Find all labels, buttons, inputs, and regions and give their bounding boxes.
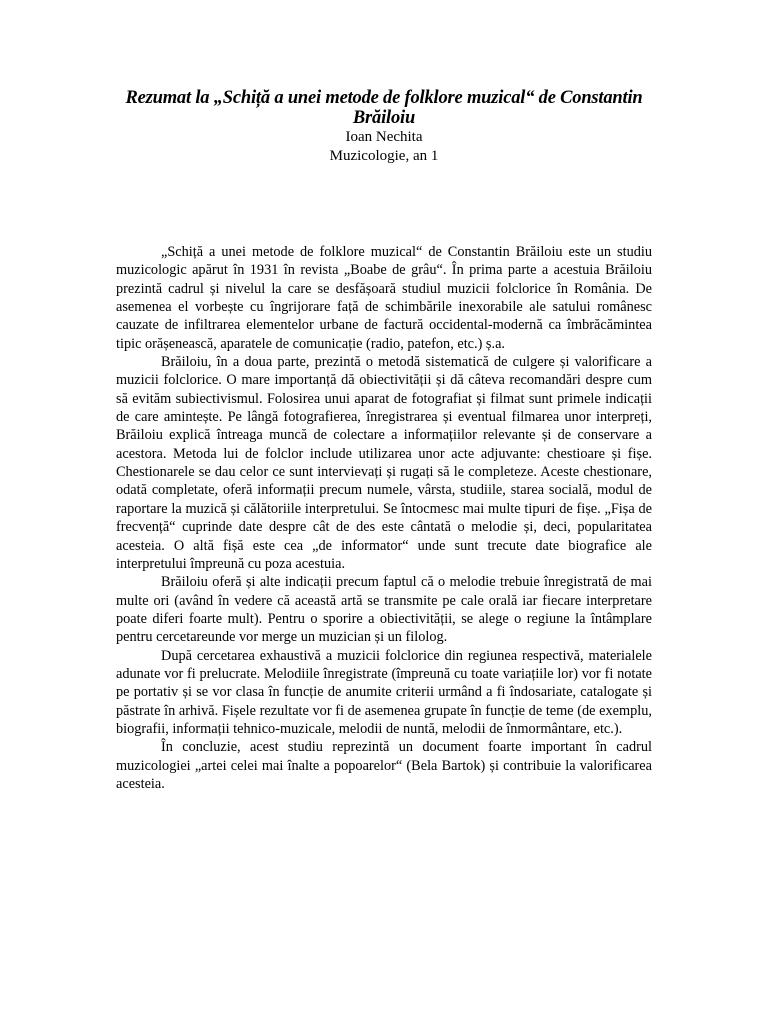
paragraph-processing: După cercetarea exhaustivă a muzicii folclorice din regiunea respectivă, materialele adunate vor fi prelucrate. Melodiile înregistrate (împreună cu toate variațiile lor) vor fi notate pe portativ și se vor clasa în funcție de anumite criterii urmând a fi îndosariate, catalogate și păstrate în arhivă. Fișele rezultate vor fi de asemenea grupate în funcție de teme (de exemplu, biografii, informații tehnico-muzicale, melodii de nuntă, melodii de înmormântare, etc.). — [116, 647, 652, 737]
document-body — [116, 243, 652, 793]
document-header — [100, 88, 668, 166]
paragraph-intro: „Schiță a unei metode de folklore muzical“ de Constantin Brăiloiu este un studiu muzicologic apărut în 1931 în revista „Boabe de grâu“. În prima parte a acestuia Brăiloiu prezintă cadrul și nivelul la care se desfășoară studiul muzicii folclorice în România. De asemenea el vorbește cu îngrijorare față de schimbările inexorabile ale satului românesc cauzate de infiltrarea elementelor urbane de factură occidental-modernă ca îmbrăcămintea tipic orășenească, aparatele de comunicație (radio, patefon, etc.) ș.a. — [116, 244, 652, 352]
author-name: Ioan Nechita — [345, 129, 423, 145]
paragraph-conclusion: În concluzie, acest studiu reprezintă un document foarte important în cadrul muzicologiei „artei celei mai înalte a popoarelor“ (Bela Bartok) și contribuie la valorificarea acesteia. — [116, 739, 652, 792]
paragraph-method: Brăiloiu, în a doua parte, prezintă o metodă sistematică de culgere și valorificare a muzicii folclorice. O mare importanță dă obiectivității și dă câteva recomandări despre cum să evităm subiectivismul. Folosirea unui aparat de fotografiat și filmat sunt primele indicații de care amintește. Pe lângă fotografierea, înregistrarea și eventual filmarea unor interpreți, Brăiloiu explică întreaga muncă de colectare a informațiilor relevante și de conservare a acestora. Metoda lui de folclor include utilizarea unor acte adjuvante: chestioare și fișe. Chestionarele se dau celor ce sunt intervievați și rugați să le completeze. Aceste chestionare, odată completate, oferă informații precum numele, vârsta, studiile, starea socială, modul de raportare la muzică și călătoriile interpretului. Se întocmesc mai multe tipuri de fișe. „Fișa de frecvență“ cuprinde date despre cât de des este cântată o melodie și, deci, popularitatea acesteia. O altă fișă este cea „de informator“ unde sunt trecute date biografice ale interpretului împreună cu poza acestuia. — [116, 354, 652, 572]
document-title: Rezumat la „Schiță a unei metode de folklore muzical“ de Constantin Brăiloiu — [125, 88, 643, 128]
author-affiliation: Muzicologie, an 1 — [329, 148, 439, 164]
paragraph-indications: Brăiloiu oferă și alte indicații precum faptul că o melodie trebuie înregistrată de mai multe ori (având în vedere că această artă se transmite pe cale orală iar fiecare interpretare poate diferi foarte mult). Pentru o sporire a obiectivității, se alege o regiune la întâmplare pentru cercetareunde vor merge un muzician și un filolog. — [116, 574, 652, 646]
